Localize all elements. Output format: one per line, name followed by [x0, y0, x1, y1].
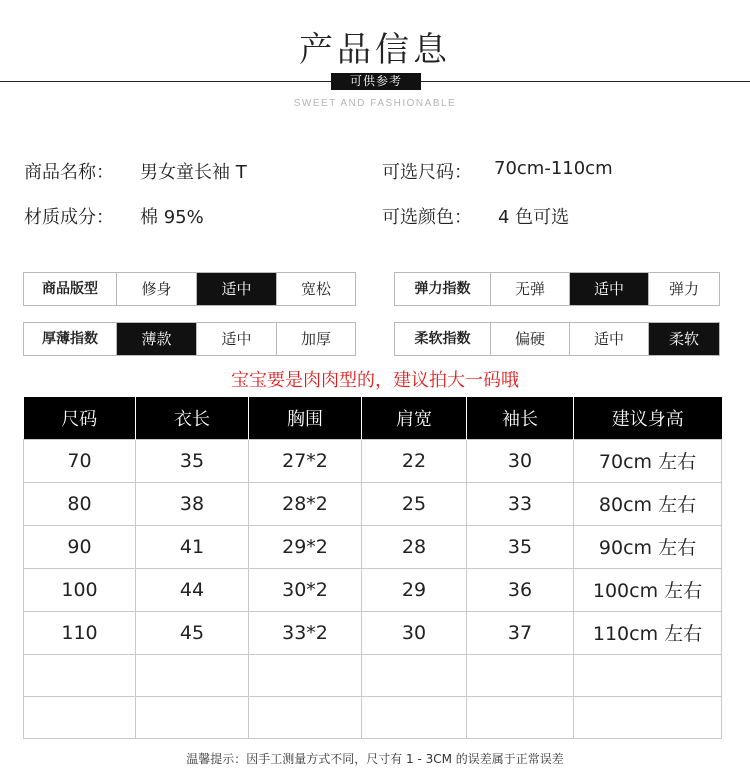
table-cell: 70cm 左右: [574, 439, 722, 482]
size-range-label: 可选尺码：: [382, 162, 472, 183]
table-row: [24, 568, 722, 611]
table-cell: 30*2: [249, 568, 362, 611]
spec-option: 偏硬: [490, 323, 569, 355]
table-cell-empty: [467, 654, 574, 696]
table-cell-empty: [574, 654, 722, 696]
material-label: 材质成分：: [24, 207, 114, 228]
spec-option-selected: 适中: [196, 273, 276, 305]
spec-thickness: [23, 322, 356, 356]
table-cell: 37: [467, 611, 574, 654]
spec-option-selected: 薄款: [116, 323, 196, 355]
spec-softness: [394, 322, 720, 356]
spec-label: 弹力指数: [414, 281, 471, 297]
table-cell: 35: [136, 439, 249, 482]
size-advice-notice: 宝宝要是肉肉型的，建议拍大一码哦: [231, 370, 519, 391]
spec-label: 柔软指数: [414, 331, 471, 347]
table-cell: 33*2: [249, 611, 362, 654]
header-size: 尺码: [24, 397, 136, 439]
size-chart: [23, 397, 722, 739]
table-cell-empty: [136, 696, 249, 738]
spec-elasticity: [394, 272, 720, 306]
table-row-empty: [24, 696, 722, 738]
table-cell: 90cm 左右: [574, 525, 722, 568]
header-length: 衣长: [136, 397, 249, 439]
table-cell: 22: [362, 439, 467, 482]
table-cell: 41: [136, 525, 249, 568]
size-chart-header: [24, 397, 722, 439]
table-cell: 100cm 左右: [574, 568, 722, 611]
header-shoulder: 肩宽: [362, 397, 467, 439]
color-value: 4 色可选: [498, 207, 570, 228]
spec-option: 适中: [569, 323, 648, 355]
table-row-empty: [24, 654, 722, 696]
table-cell-empty: [467, 696, 574, 738]
table-cell: 25: [362, 482, 467, 525]
table-cell: 28*2: [249, 482, 362, 525]
table-cell-empty: [574, 696, 722, 738]
spec-option: 弹力: [648, 273, 719, 305]
size-range-value: 70cm-110cm: [494, 158, 613, 179]
table-cell: 70: [24, 439, 136, 482]
table-cell: 110cm 左右: [574, 611, 722, 654]
table-cell: 30: [362, 611, 467, 654]
table-cell: 30: [467, 439, 574, 482]
table-cell: 27*2: [249, 439, 362, 482]
spec-label: 商品版型: [42, 281, 98, 297]
table-cell-empty: [249, 696, 362, 738]
table-cell-empty: [362, 654, 467, 696]
table-cell: 110: [24, 611, 136, 654]
table-cell-empty: [362, 696, 467, 738]
table-cell: 35: [467, 525, 574, 568]
table-cell: 45: [136, 611, 249, 654]
spec-label: 厚薄指数: [42, 331, 98, 347]
table-cell-empty: [249, 654, 362, 696]
header-tag: 可供参考: [331, 73, 421, 90]
material-value: 棉 95%: [140, 207, 204, 228]
spec-option-selected: 柔软: [648, 323, 719, 355]
header-height: 建议身高: [574, 397, 722, 439]
table-cell: 38: [136, 482, 249, 525]
table-row: [24, 482, 722, 525]
color-label: 可选颜色：: [382, 207, 472, 228]
table-cell-empty: [24, 696, 136, 738]
table-cell: 80: [24, 482, 136, 525]
header-title: 产品信息: [299, 30, 451, 70]
product-name-value: 男女童长袖 T: [140, 162, 247, 183]
table-cell: 100: [24, 568, 136, 611]
table-cell: 80cm 左右: [574, 482, 722, 525]
spec-option-selected: 适中: [569, 273, 648, 305]
table-cell: 36: [467, 568, 574, 611]
table-cell: 29: [362, 568, 467, 611]
spec-option: 修身: [116, 273, 196, 305]
header-sleeve: 袖长: [467, 397, 574, 439]
table-cell: 33: [467, 482, 574, 525]
spec-option: 无弹: [490, 273, 569, 305]
table-cell: 28: [362, 525, 467, 568]
table-row: [24, 439, 722, 482]
table-row: [24, 525, 722, 568]
spec-option: 加厚: [276, 323, 355, 355]
table-cell-empty: [24, 654, 136, 696]
product-name-label: 商品名称：: [24, 162, 114, 183]
table-cell: 29*2: [249, 525, 362, 568]
table-cell: 44: [136, 568, 249, 611]
spec-fit: [23, 272, 356, 306]
header-subtitle: SWEET AND FASHIONABLE: [293, 98, 457, 109]
table-cell-empty: [136, 654, 249, 696]
table-cell: 90: [24, 525, 136, 568]
table-row: [24, 611, 722, 654]
header-chest: 胸围: [249, 397, 362, 439]
measurement-footnote: 温馨提示：因手工测量方式不同，尺寸有 1 - 3CM 的误差属于正常误差: [186, 752, 564, 766]
spec-option: 宽松: [276, 273, 355, 305]
spec-option: 适中: [196, 323, 276, 355]
